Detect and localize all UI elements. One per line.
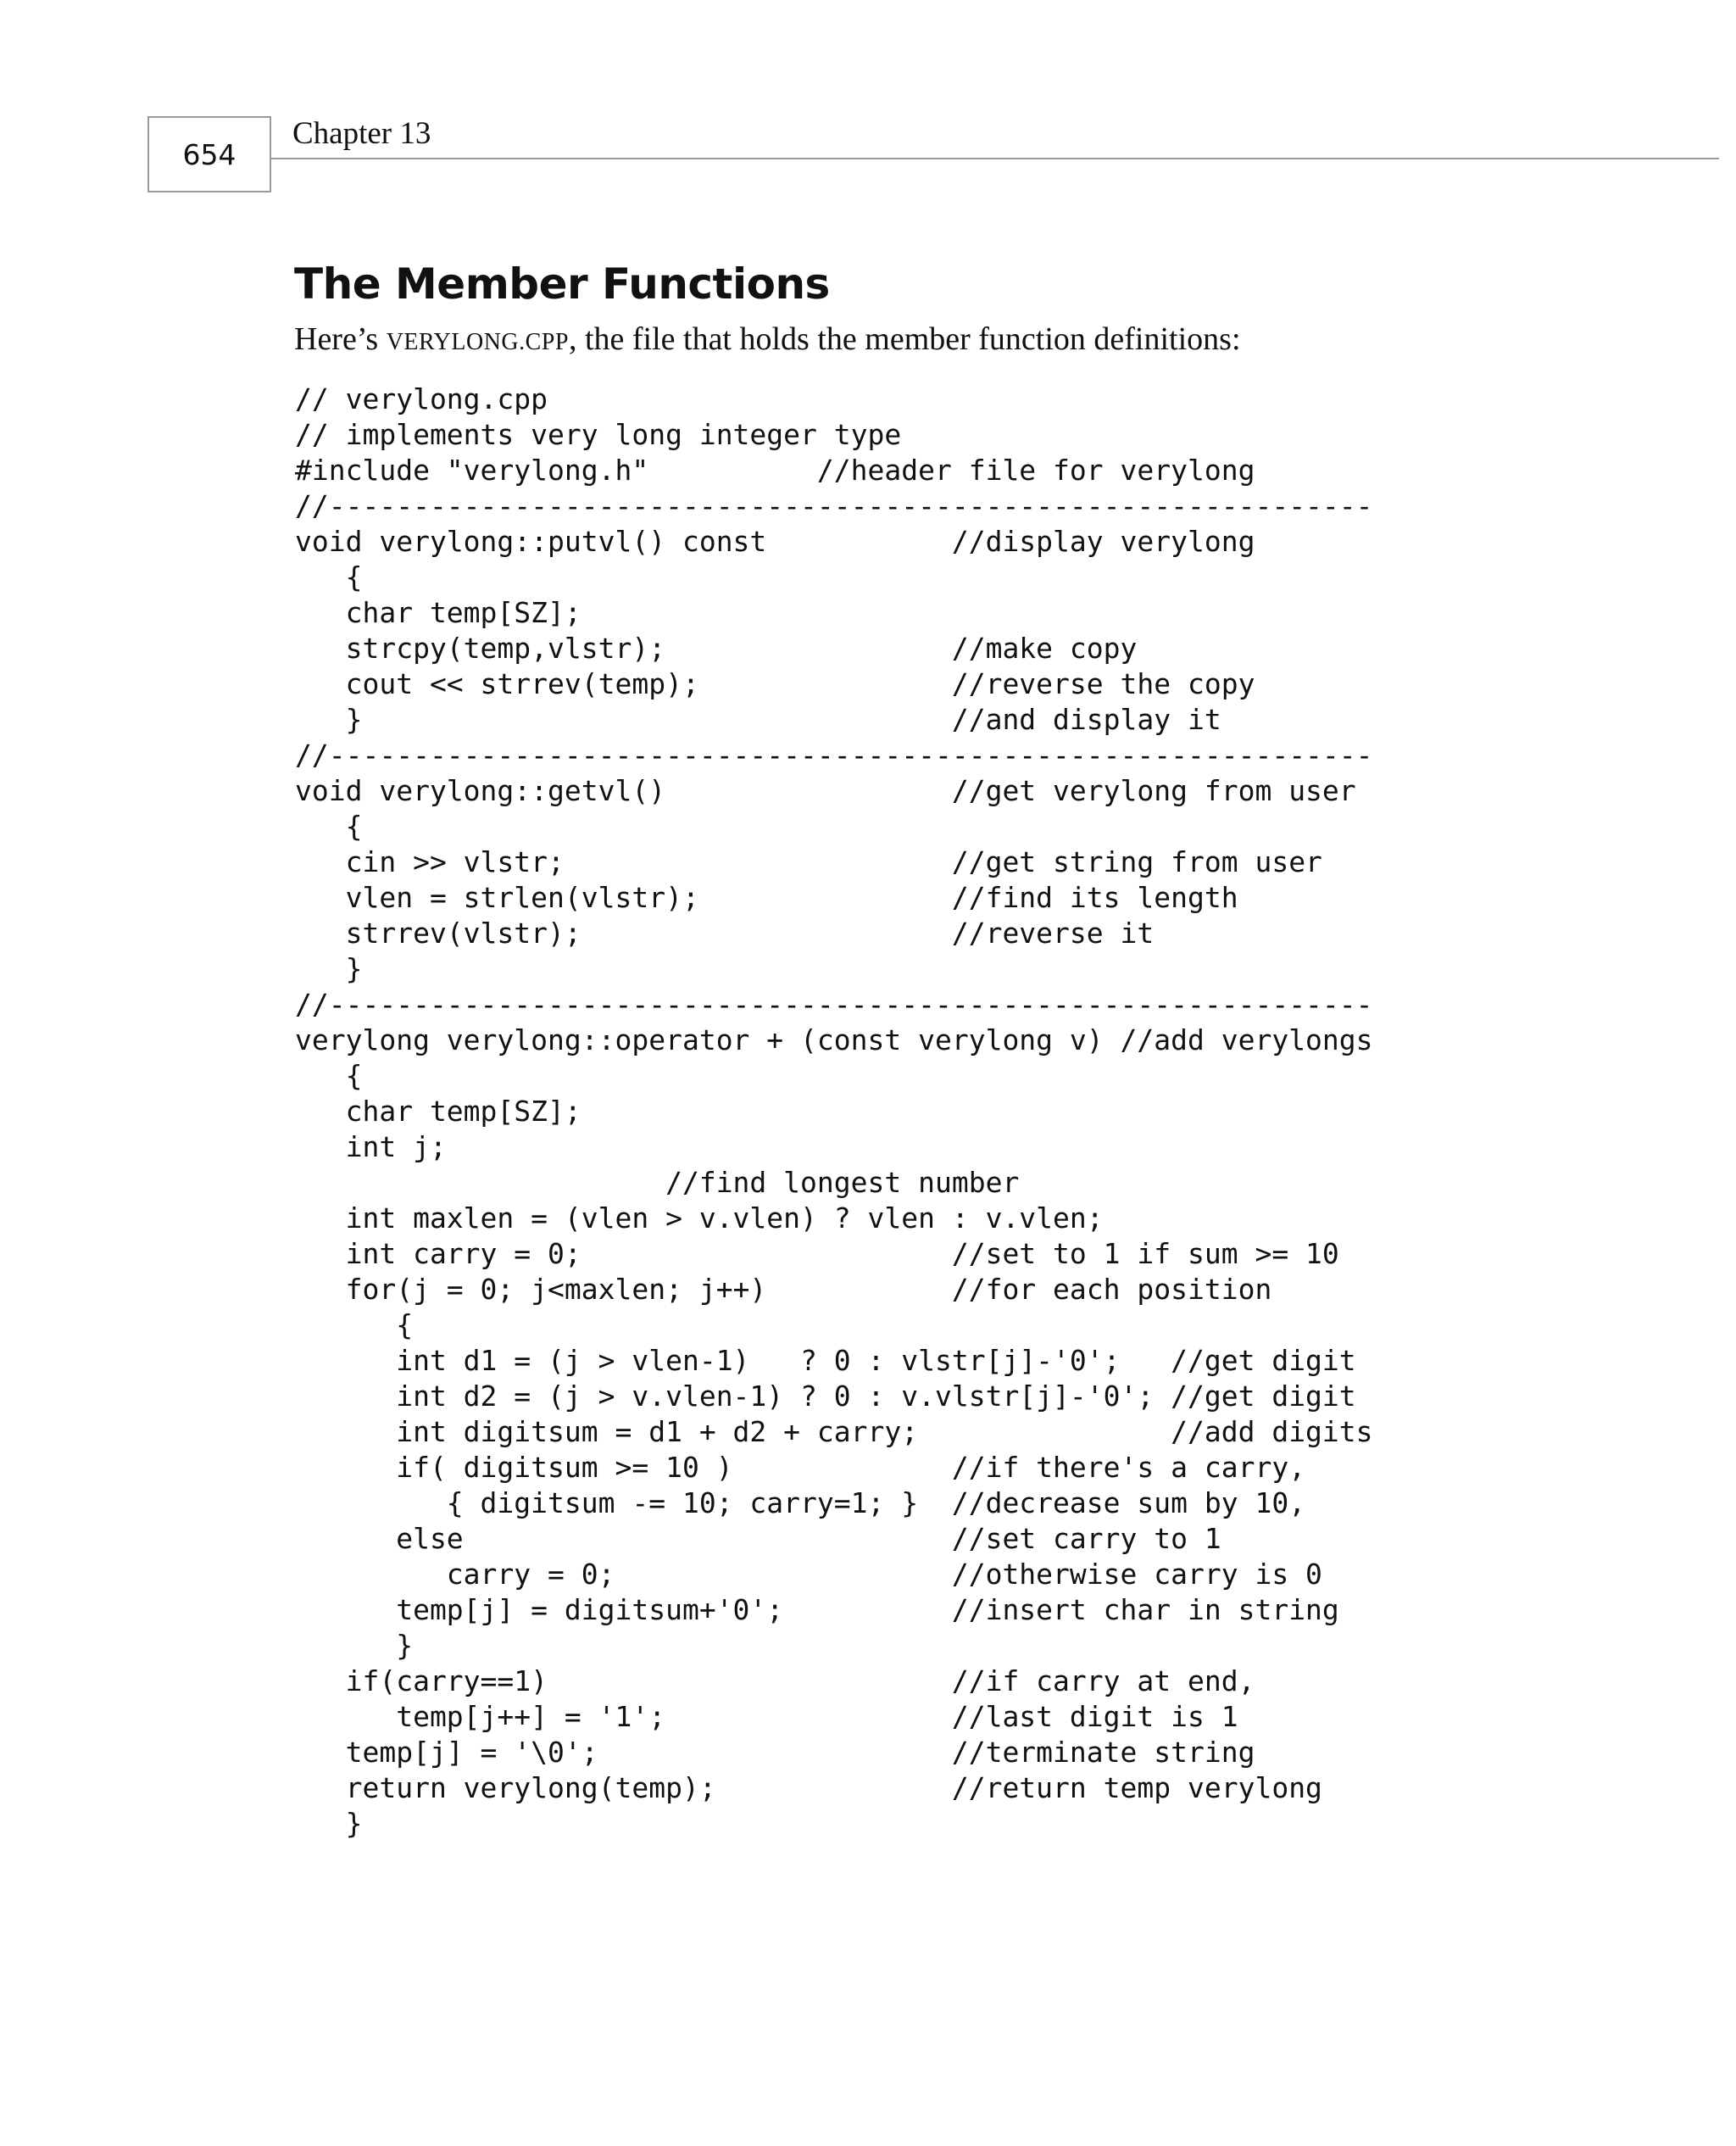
code-line: temp[j++] = '1'; //last digit is 1 bbox=[295, 1700, 1238, 1733]
code-line: carry = 0; //otherwise carry is 0 bbox=[295, 1558, 1322, 1591]
code-line: cout << strrev(temp); //reverse the copy bbox=[295, 667, 1255, 700]
code-line: verylong verylong::operator + (const verylong v) //add verylongs bbox=[295, 1023, 1373, 1056]
code-line: temp[j] = '\0'; //terminate string bbox=[295, 1736, 1255, 1769]
code-line: int digitsum = d1 + d2 + carry; //add digits bbox=[295, 1415, 1373, 1448]
section-heading: The Member Functions bbox=[294, 259, 830, 309]
header-rule bbox=[271, 158, 1719, 159]
code-line: } bbox=[295, 1807, 363, 1840]
code-line: { bbox=[295, 1308, 414, 1341]
code-line: strrev(vlstr); //reverse it bbox=[295, 917, 1155, 950]
code-line: } bbox=[295, 1629, 414, 1662]
code-line: { bbox=[295, 1059, 363, 1092]
code-listing bbox=[295, 382, 1373, 1842]
code-line: //-------------------------------------------------------------- bbox=[295, 739, 1373, 772]
code-line: // verylong.cpp bbox=[295, 382, 548, 415]
code-line: } //and display it bbox=[295, 703, 1221, 736]
code-line: //-------------------------------------------------------------- bbox=[295, 988, 1373, 1021]
code-line: } bbox=[295, 952, 363, 985]
code-line: //-------------------------------------------------------------- bbox=[295, 489, 1373, 522]
code-line: { bbox=[295, 810, 363, 843]
intro-paragraph bbox=[294, 321, 1241, 358]
code-line: //find longest number bbox=[295, 1166, 1020, 1199]
code-line: for(j = 0; j<maxlen; j++) //for each position bbox=[295, 1273, 1272, 1306]
code-line: cin >> vlstr; //get string from user bbox=[295, 845, 1322, 878]
code-line: int carry = 0; //set to 1 if sum >= 10 bbox=[295, 1237, 1339, 1270]
code-line: return verylong(temp); //return temp verylong bbox=[295, 1771, 1322, 1804]
code-line: #include "verylong.h" //header file for verylong bbox=[295, 454, 1255, 487]
page-number-text: 654 bbox=[182, 137, 236, 171]
code-line: vlen = strlen(vlstr); //find its length bbox=[295, 881, 1238, 914]
page-number bbox=[147, 116, 271, 192]
chapter-label: Chapter 13 bbox=[292, 116, 431, 151]
code-line: void verylong::getvl() //get verylong from user bbox=[295, 774, 1356, 807]
code-line: if(carry==1) //if carry at end, bbox=[295, 1664, 1255, 1697]
intro-suffix: , the file that holds the member function definitions: bbox=[568, 321, 1241, 357]
code-line: // implements very long integer type bbox=[295, 418, 902, 451]
code-line: char temp[SZ]; bbox=[295, 1095, 581, 1128]
code-line: { digitsum -= 10; carry=1; } //decrease sum by 10, bbox=[295, 1486, 1306, 1519]
code-line: else //set carry to 1 bbox=[295, 1522, 1221, 1555]
code-line: { bbox=[295, 560, 363, 594]
filename-smallcaps: VERYLONG.CPP bbox=[386, 329, 569, 355]
code-line: char temp[SZ]; bbox=[295, 596, 581, 629]
intro-prefix: Here’s bbox=[294, 321, 387, 357]
code-line: int maxlen = (vlen > v.vlen) ? vlen : v.vlen; bbox=[295, 1201, 1104, 1235]
code-line: int d1 = (j > vlen-1) ? 0 : vlstr[j]-'0'; //get digit bbox=[295, 1344, 1356, 1377]
code-line: strcpy(temp,vlstr); //make copy bbox=[295, 632, 1138, 665]
code-line: int j; bbox=[295, 1130, 447, 1163]
code-line: int d2 = (j > v.vlen-1) ? 0 : v.vlstr[j]-'0'; //get digit bbox=[295, 1380, 1356, 1413]
code-line: if( digitsum >= 10 ) //if there's a carry, bbox=[295, 1451, 1306, 1484]
code-line: temp[j] = digitsum+'0'; //insert char in string bbox=[295, 1593, 1339, 1626]
code-line: void verylong::putvl() const //display verylong bbox=[295, 525, 1255, 558]
